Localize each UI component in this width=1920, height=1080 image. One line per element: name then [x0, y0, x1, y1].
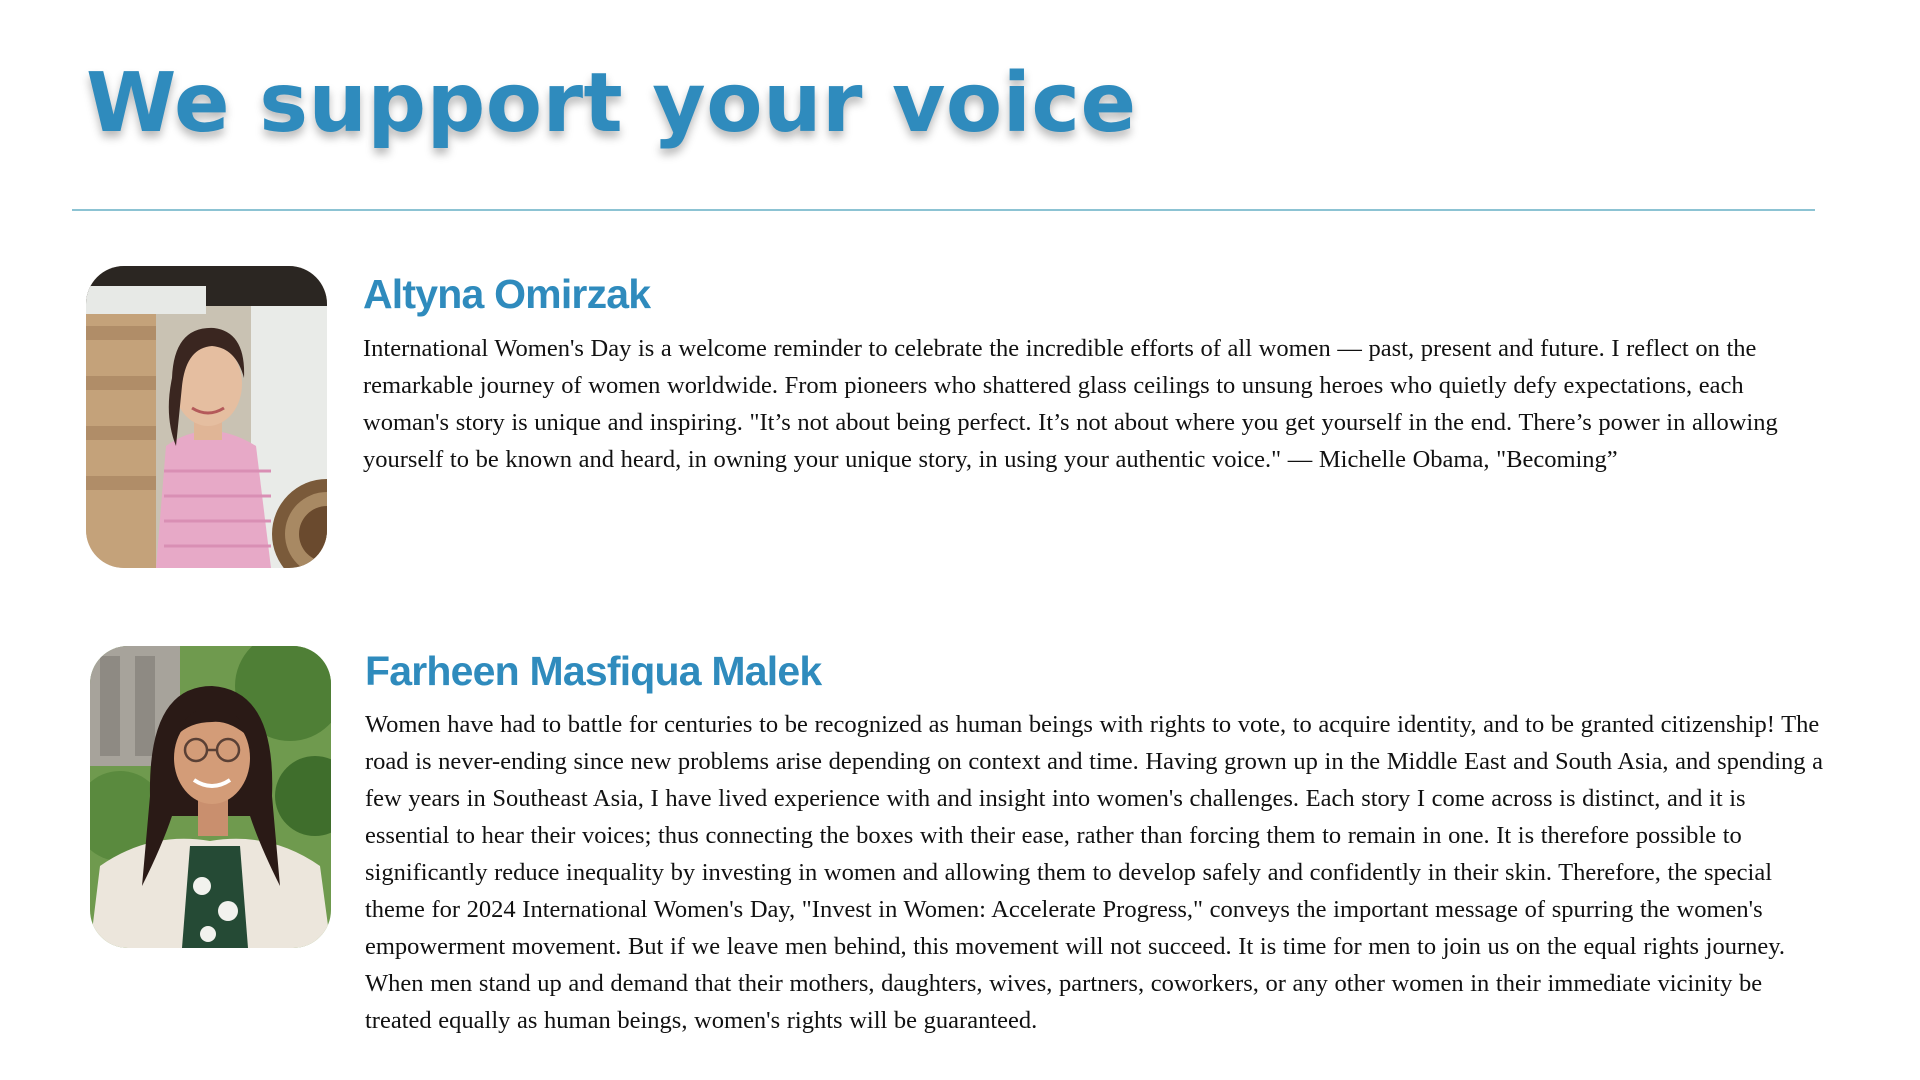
- profile-name: Farheen Masfiqua Malek: [365, 648, 822, 694]
- portrait-photo-farheen: [90, 646, 331, 948]
- page-title: We support your voice: [86, 56, 1137, 151]
- profile-bio: International Women's Day is a welcome reminder to celebrate the incredible efforts of all women — past, present and future. I reflect on the remarkable journey of women worldwide. From pioneers who shattered glass ceilings to unsung heroes who quietly defy expectations, each woman's story is unique and inspiring. "It’s not about being perfect. It’s not about where you get yourself in the end. There’s power in allowing yourself to be known and heard, in owning your unique story, in using your authentic voice." — Michelle Obama, "Becoming”: [363, 335, 1778, 473]
- profile-name: Altyna Omirzak: [363, 271, 651, 317]
- profile-bio: Women have had to battle for centuries to be recognized as human beings with rights to vote, to acquire identity, and to be granted citizenship! The road is never-ending since new problems arise depending on context and time. Having grown up in the Middle East and South Asia, and spending a few years in Southeast Asia, I have lived experience with and insight into women's challenges. Each story I come across is distinct, and it is essential to hear their voices; thus connecting the boxes with their ease, rather than forcing them to remain in one. It is therefore possible to significantly reduce inequality by investing in women and allowing them to develop safely and confidently in their skin. Therefore, the special theme for 2024 International Women's Day, "Invest in Women: Accelerate Progress," conveys the important message of spurring the women's empowerment movement. But if we leave men behind, this movement will not succeed. It is time for men to join us on the equal rights journey. When men stand up and demand that their mothers, daughters, wives, partners, coworkers, or any other women in their immediate vicinity be treated equally as human beings, women's rights will be guaranteed.: [365, 711, 1824, 1034]
- portrait-photo-altyna: [86, 266, 327, 568]
- header-divider: [72, 209, 1815, 211]
